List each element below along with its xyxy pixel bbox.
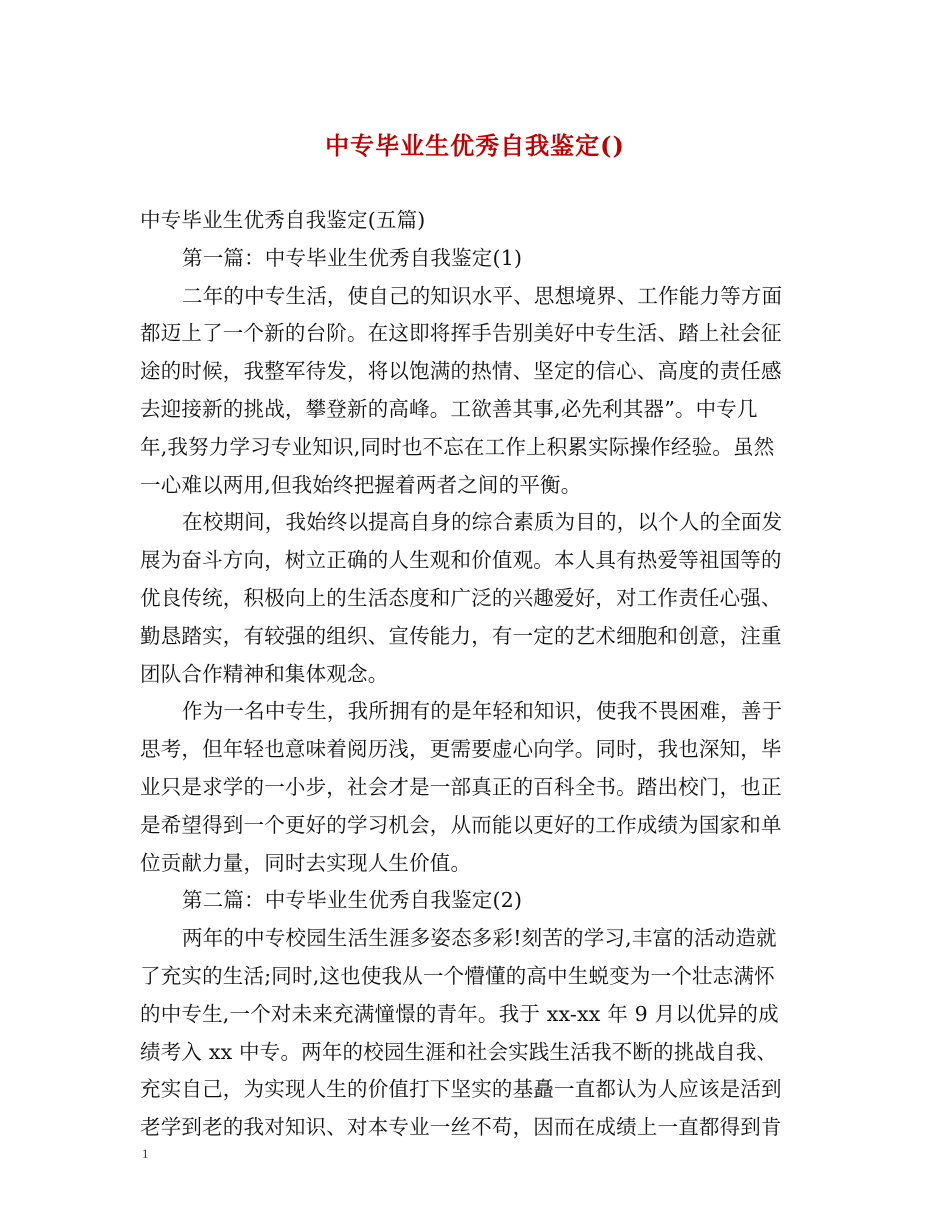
text-line: 业只是求学的一小步，社会才是一部真正的百科全书。踏出校门，也正 <box>140 774 782 799</box>
text-line: 年,我努力学习专业知识,同时也不忘在工作上积累实际操作经验。虽然 <box>140 434 775 459</box>
text-line: 第二篇：中专毕业生优秀自我鉴定(2) <box>182 888 523 913</box>
text-line: 都迈上了一个新的台阶。在这即将挥手告别美好中专生活、踏上社会征 <box>140 321 782 346</box>
text-line: 在校期间，我始终以提高自身的综合素质为目的，以个人的全面发 <box>182 510 783 535</box>
text-line: 去迎接新的挑战，攀登新的高峰。工欲善其事,必先利其器”。中专几 <box>140 396 758 421</box>
text-line: 第一篇：中专毕业生优秀自我鉴定(1) <box>182 245 523 270</box>
text-line: 两年的中专校园生活生涯多姿态多彩!刻苦的学习,丰富的活动造就 <box>182 926 777 951</box>
text-line: 绩考入 xx 中专。两年的校园生涯和社会实践生活我不断的挑战自我、 <box>140 1039 778 1064</box>
text-line: 作为一名中专生，我所拥有的是年轻和知识，使我不畏困难，善于 <box>182 699 783 724</box>
text-line: 是希望得到一个更好的学习机会，从而能以更好的工作成绩为国家和单 <box>140 812 782 837</box>
document-body <box>140 202 816 1147</box>
text-line: 的中专生,一个对未来充满憧憬的青年。我于 xx-xx 年 9 月以优异的成 <box>140 1001 779 1026</box>
text-line: 了充实的生活;同时,这也使我从一个懵懂的高中生蜕变为一个壮志满怀 <box>140 963 775 988</box>
text-line: 思考，但年轻也意味着阅历浅，更需要虚心向学。同时，我也深知，毕 <box>140 737 782 762</box>
text-line: 途的时候，我整军待发，将以饱满的热情、坚定的信心、高度的责任感 <box>140 359 782 384</box>
text-line: 中专毕业生优秀自我鉴定(五篇) <box>140 208 426 232</box>
text-line: 一心难以两用,但我始终把握着两者之间的平衡。 <box>140 472 582 497</box>
text-line: 位贡献力量，同时去实现人生价值。 <box>140 850 472 875</box>
document-title: 中专毕业生优秀自我鉴定() <box>325 131 625 160</box>
text-line: 充实自己，为实现人生的价值打下坚实的基矗一直都认为人应该是活到 <box>140 1077 782 1102</box>
text-line: 二年的中专生活，使自己的知识水平、思想境界、工作能力等方面 <box>182 283 783 308</box>
text-line: 展为奋斗方向，树立正确的人生观和价值观。本人具有热爱等祖国等的 <box>140 548 782 573</box>
text-line: 团队合作精神和集体观念。 <box>140 661 389 686</box>
text-line: 老学到老的我对知识、对本专业一丝不苟，因而在成绩上一直都得到肯 <box>140 1115 782 1140</box>
text-line: 优良传统，积极向上的生活态度和广泛的兴趣爱好，对工作责任心强、 <box>140 585 782 610</box>
page-number: 1 <box>142 1146 149 1161</box>
text-line: 勤恳踏实，有较强的组织、宣传能力，有一定的艺术细胞和创意，注重 <box>140 623 782 648</box>
